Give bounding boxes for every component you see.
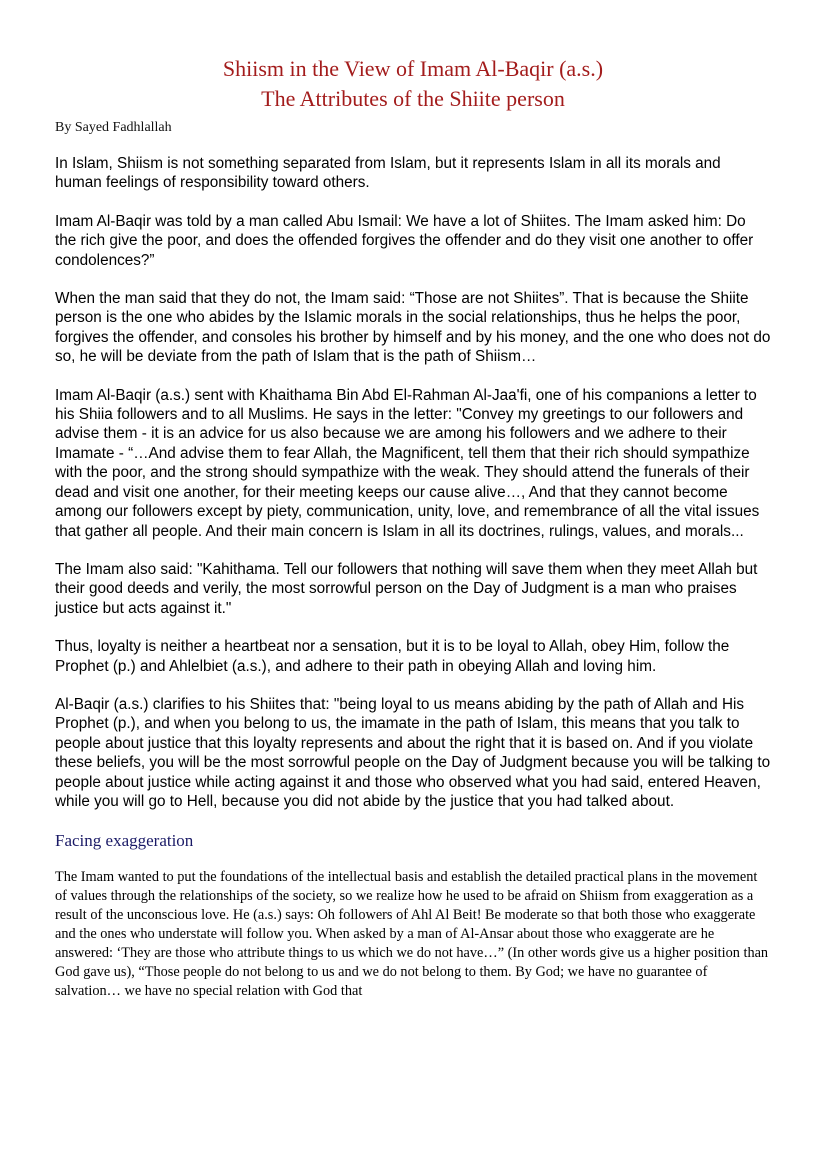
paragraph-3: When the man said that they do not, the Imam said: “Those are not Shiites”. That is because the Shiite person is the one who abides by the Islamic morals in the social relationships, thus he helps the poor, forgives the offender, and consoles his brother by himself and by his money, and the one who does not do so, he will be deviate from the path of Islam that is the path of Shiism… <box>55 290 771 366</box>
section-paragraph: The Imam wanted to put the foundations of the intellectual basis and establish the detailed practical plans in the movement of values through the relationships of the society, so we realize how he used to be afraid on Shiism from exaggeration as a result of the unconscious love. He (a.s.) says: Oh followers of Ahl Al Beit! Be moderate so that both those who exaggerate and the ones who understate will follow you. When asked by a man of Al-Ansar about those who exaggerate are he answered: ‘They are those who attribute things to us which we do not have…” (In other words give us a higher position than God gave us), “Those people do not belong to us and we do not belong to them. By God; we have no guarantee of salvation… we have no special relation with God that <box>55 869 769 1000</box>
document-page <box>55 54 771 1001</box>
paragraph-2: Imam Al-Baqir was told by a man called Abu Ismail: We have a lot of Shiites. The Imam asked him: Do the rich give the poor, and does the offended forgives the offender and do they visit one another to offer condolences?” <box>55 212 754 269</box>
paragraph-5: The Imam also said: "Kahithama. Tell our followers that nothing will save them when they meet Allah but their good deeds and verily, the most sorrowful person on the Day of Judgment is a man who praises justice but acts against it." <box>55 560 758 617</box>
paragraph-6: Thus, loyalty is neither a heartbeat nor a sensation, but it is to be loyal to Allah, obey Him, follow the Prophet (p.) and Ahlelbiet (a.s.), and adhere to their path in obeying Allah and loving him. <box>55 638 730 675</box>
title-line-1: Shiism in the View of Imam Al-Baqir (a.s.) <box>222 56 604 81</box>
title-line-2: The Attributes of the Shiite person <box>261 86 565 111</box>
paragraph-4: Imam Al-Baqir (a.s.) sent with Khaithama Bin Abd El-Rahman Al-Jaa'fi, one of his companions a letter to his Shiia followers and to all Muslims. He says in the letter: "Convey my greetings to our followers and advise them - it is an advice for us also because we are among his followers and we adhere to their Imamate - “…And advise them to fear Allah, the Magnificent, tell them that their rich should sympathize with the poor, and the strong should sympathize with the weak. They should attend the funerals of their dead and visit one another, for their meeting keeps our cause alive…, And that they cannot become among our followers except by piety, communication, unity, love, and remembrance of all the vital issues that gather all people. And their main concern is Islam in all its doctrines, rulings, values, and morals... <box>55 386 760 540</box>
section-heading: Facing exaggeration <box>55 831 194 851</box>
paragraph-7: Al-Baqir (a.s.) clarifies to his Shiites that: "being loyal to us means abiding by the path of Allah and His Prophet (p.), and when you belong to us, the imamate in the path of Islam, this means that you talk to people about justice that this loyalty represents and about the right that it is based on. And if you violate these beliefs, you will be the most sorrowful people on the Day of Judgment because you will be talking to people about justice while acting against it and those who observed what you had said, entered Heaven, while you will go to Hell, because you did not abide by the justice that you had talked about. <box>55 695 771 810</box>
paragraph-1: In Islam, Shiism is not something separated from Islam, but it represents Islam in all its morals and human feelings of responsibility toward others. <box>55 155 721 192</box>
author-byline: By Sayed Fadhlallah <box>55 120 172 135</box>
document-title <box>55 54 771 114</box>
